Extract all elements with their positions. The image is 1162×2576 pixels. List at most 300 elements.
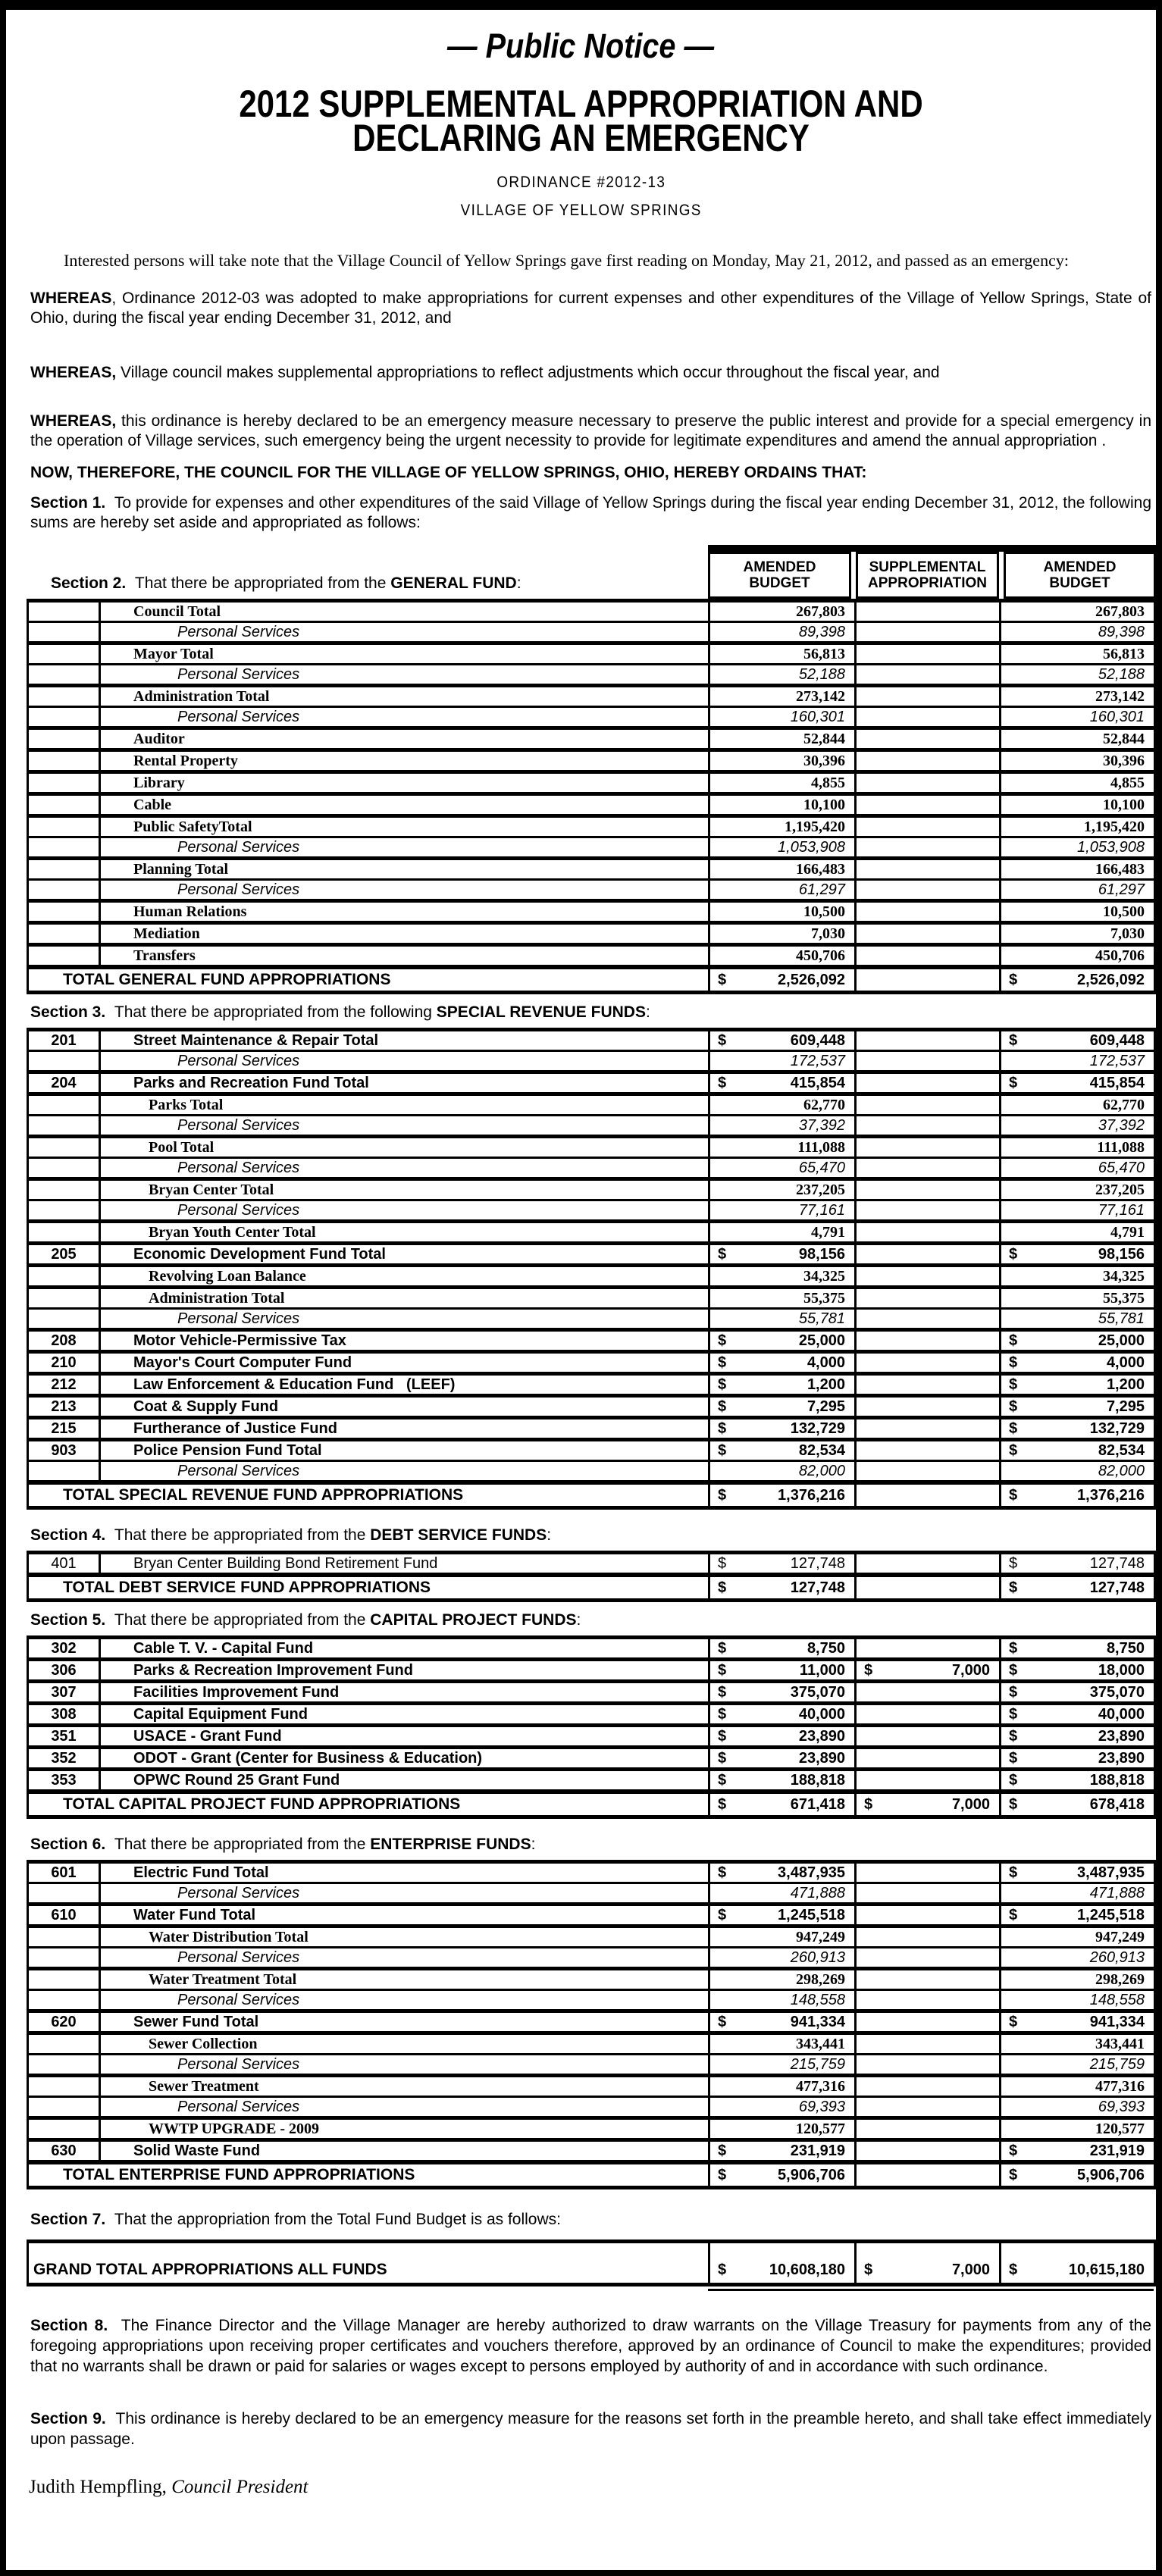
amended-budget-2-cell	[999, 1332, 1154, 1350]
amended-budget-2-cell	[999, 1181, 1154, 1199]
supplemental-appropriation-cell	[854, 1267, 999, 1285]
amended-budget-2-cell	[999, 903, 1154, 921]
dollar-sign: $	[718, 1684, 727, 1701]
supplemental-appropriation-cell	[854, 2055, 999, 2074]
amount-value: 3,487,935	[1077, 1864, 1145, 1881]
amount-value: 127,748	[790, 1555, 845, 1572]
dollar-sign: $	[718, 2142, 727, 2159]
dollar-sign: $	[1009, 1075, 1018, 1091]
row-label: Planning Total	[99, 860, 708, 878]
dollar-sign: $	[718, 1246, 727, 1263]
amended-budget-cell	[708, 838, 854, 856]
row-label: Human Relations	[99, 903, 708, 921]
dollar-sign: $	[718, 1442, 727, 1459]
amended-budget-cell	[708, 2142, 854, 2160]
amount-value: 375,070	[1089, 1684, 1145, 1701]
dollar-sign: $	[718, 1420, 727, 1437]
amended-budget-2-cell	[999, 881, 1154, 899]
fund-number	[29, 1289, 99, 1307]
amount-value: 343,441	[796, 2036, 845, 2052]
total-supplemental-cell	[854, 1577, 999, 1598]
supplemental-appropriation-cell	[854, 818, 999, 836]
supplemental-appropriation-cell	[854, 708, 999, 726]
supplemental-appropriation-cell	[854, 1031, 999, 1050]
row-label: Personal Services	[99, 881, 708, 899]
row-label: Parks Total	[99, 1096, 708, 1114]
amended-budget-cell	[708, 1661, 854, 1679]
row-label: Personal Services	[99, 2055, 708, 2074]
supplemental-appropriation-cell	[854, 2142, 999, 2160]
amount-value: 56,813	[1103, 646, 1145, 662]
table-row	[29, 1219, 1154, 1241]
supplemental-appropriation-cell	[854, 1310, 999, 1328]
column-headers	[708, 545, 1156, 599]
amended-budget-cell	[708, 796, 854, 814]
section-heading: Section 6. That there be appropriated from the ENTERPRISE FUNDS:	[30, 1836, 536, 1853]
table-row	[29, 603, 1154, 621]
row-label: Sewer Fund Total	[99, 2013, 708, 2031]
table-row	[29, 1946, 1154, 1967]
signatory-title: Council President	[171, 2477, 309, 2497]
whereas-2-label: WHEREAS,	[30, 364, 117, 381]
dollar-sign: $	[718, 2167, 727, 2183]
whereas-3-text: this ordinance is hereby declared to be an emergency measure necessary to preserve the public interest and provide for a special emergency in the operation of Village services, such emergency being the urgent necessity to provide for legitimate expenditures and amend the annual appropriation .	[30, 412, 1151, 449]
row-label: Mayor's Court Computer Fund	[99, 1354, 708, 1372]
section-heading: Section 5. That there be appropriated from the CAPITAL PROJECT FUNDS:	[30, 1611, 581, 1629]
amended-budget-2-cell	[999, 1419, 1154, 1438]
dollar-sign: $	[718, 1706, 727, 1723]
table-row	[29, 2031, 1154, 2053]
amount-value: 10,500	[803, 903, 845, 920]
amended-budget-cell	[708, 1970, 854, 1989]
section-heading: Section 4. That there be appropriated from the DEBT SERVICE FUNDS:	[30, 1526, 552, 1544]
amount-value: 4,000	[1106, 1354, 1145, 1371]
amount-value: 77,161	[1098, 1202, 1145, 1219]
amount-value: 10,615,180	[1068, 2261, 1145, 2278]
section-label: Section 2.	[51, 574, 127, 592]
row-label: Public SafetyTotal	[99, 818, 708, 836]
amount-value: 23,890	[798, 1750, 845, 1767]
table-row	[29, 1745, 1154, 1767]
row-label: Council Total	[99, 603, 708, 621]
supplemental-appropriation-cell	[854, 2035, 999, 2053]
amount-value: 609,448	[1089, 1032, 1145, 1049]
amount-value: 111,088	[1097, 1139, 1145, 1156]
table-total-row	[29, 965, 1154, 991]
table-row	[29, 1639, 1154, 1657]
amended-budget-2-cell	[999, 1771, 1154, 1789]
amount-value: 52,188	[798, 666, 845, 683]
amount-value: 55,781	[798, 1310, 845, 1327]
amended-budget-cell	[708, 687, 854, 706]
amended-budget-cell	[708, 1398, 854, 1416]
supplemental-appropriation-cell	[854, 1181, 999, 1199]
section-9-paragraph	[30, 2409, 1151, 2449]
amended-budget-2-cell	[999, 1864, 1154, 1882]
amended-budget-2-cell	[999, 1376, 1154, 1394]
total-amended-budget-2-cell	[999, 1485, 1154, 1506]
supplemental-appropriation-cell	[854, 1705, 999, 1723]
table-row	[29, 2009, 1154, 2031]
fund-number: 210	[51, 1354, 77, 1371]
amount-value: 166,483	[796, 861, 845, 878]
ordinance-number-text: ORDINANCE #2012-13	[496, 174, 666, 191]
amended-budget-2-cell	[999, 1727, 1154, 1745]
table-row	[29, 1050, 1154, 1070]
section-fund-category: GENERAL FUND	[390, 574, 517, 592]
amended-budget-2-cell	[999, 1138, 1154, 1157]
row-label: USACE - Grant Fund	[99, 1727, 708, 1745]
fund-number	[29, 818, 99, 836]
fund-number	[29, 796, 99, 814]
supplemental-appropriation-cell	[854, 947, 999, 965]
amount-value: 1,200	[1106, 1376, 1145, 1393]
amount-value: 273,142	[1095, 688, 1145, 705]
amended-budget-2-cell	[999, 623, 1154, 641]
row-label: Personal Services	[99, 708, 708, 726]
whereas-1-text: , Ordinance 2012-03 was adopted to make appropriations for current expenses and other expenditures of the Village of Yellow Springs, State of Ohio, during the fiscal year ending December 31, 2012, and	[30, 290, 1151, 327]
dollar-sign: $	[1009, 1772, 1018, 1789]
dollar-sign: $	[718, 972, 727, 988]
total-label: TOTAL DEBT SERVICE FUND APPROPRIATIONS	[63, 1579, 431, 1596]
fund-number	[29, 752, 99, 770]
amended-budget-cell	[708, 1419, 854, 1438]
amended-budget-cell	[708, 1245, 854, 1263]
intro-paragraph: Interested persons will take note that the Village Council of Yellow Springs gave first reading on Monday, May 21, 2012, and passed as an emergency:	[64, 251, 1069, 270]
amended-budget-cell	[708, 1928, 854, 1946]
fund-number	[29, 1267, 99, 1285]
table-row	[29, 921, 1154, 943]
total-amended-budget-2-cell	[999, 1577, 1154, 1598]
dollar-sign: $	[718, 1640, 727, 1657]
section-1-label: Section 1.	[30, 494, 106, 512]
table-row	[29, 1307, 1154, 1328]
amount-value: 61,297	[1098, 881, 1145, 898]
row-label: Facilities Improvement Fund	[99, 1683, 708, 1701]
amount-value: 231,919	[790, 2142, 845, 2159]
table-row	[29, 1701, 1154, 1723]
row-label: Mediation	[99, 925, 708, 943]
dollar-sign: $	[1009, 2167, 1018, 2183]
amount-value: 1,195,420	[1084, 818, 1145, 835]
grand-total-box	[27, 2240, 1156, 2286]
dollar-sign: $	[1009, 1728, 1018, 1745]
fund-number: 401	[51, 1555, 77, 1572]
appropriation-table	[27, 1551, 1156, 1602]
page-title	[6, 83, 1156, 159]
amount-value: 69,393	[1098, 2099, 1145, 2115]
supplemental-appropriation-cell	[854, 1245, 999, 1263]
fund-number	[29, 623, 99, 641]
section-fund-category: DEBT SERVICE FUNDS	[370, 1526, 547, 1544]
amended-budget-2-cell	[999, 645, 1154, 663]
amount-value: 1,376,216	[1077, 1487, 1145, 1504]
table-row	[29, 1438, 1154, 1460]
supplemental-appropriation-cell	[854, 1727, 999, 1745]
appropriation-table	[27, 599, 1156, 994]
total-label: TOTAL GENERAL FUND APPROPRIATIONS	[63, 971, 391, 988]
total-amended-budget-cell	[708, 1485, 854, 1506]
appropriation-table	[27, 1860, 1156, 2189]
row-label: Parks & Recreation Improvement Fund	[99, 1661, 708, 1679]
section-heading: Section 3. That there be appropriated from the following SPECIAL REVENUE FUNDS:	[30, 1003, 650, 1021]
amount-value: 4,000	[807, 1354, 845, 1371]
header-top-bar	[708, 545, 1156, 552]
fund-number: 353	[51, 1772, 77, 1789]
amount-value: 37,392	[1098, 1117, 1145, 1134]
amount-value: 3,487,935	[778, 1864, 845, 1881]
row-label: Personal Services	[99, 1159, 708, 1177]
amount-value: 69,393	[798, 2099, 845, 2115]
amount-value: 160,301	[1089, 709, 1145, 725]
total-amended-budget-2-cell	[999, 2164, 1154, 2186]
amount-value: 1,200	[807, 1376, 845, 1393]
amended-budget-2-cell	[999, 1906, 1154, 1924]
amended-budget-2-cell	[999, 1223, 1154, 1241]
amended-budget-cell	[708, 925, 854, 943]
amended-budget-cell	[708, 1031, 854, 1050]
amount-value: 111,088	[797, 1139, 845, 1156]
table-total-row	[29, 1573, 1154, 1598]
fund-number	[29, 1159, 99, 1177]
dollar-sign: $	[864, 1662, 873, 1679]
appropriation-table	[27, 1028, 1156, 1510]
amended-budget-cell	[708, 1116, 854, 1135]
supplemental-appropriation-cell	[854, 1223, 999, 1241]
amount-value: 23,890	[1098, 1750, 1145, 1767]
title-line-1: 2012 SUPPLEMENTAL APPROPRIATION AND	[239, 83, 923, 125]
amount-value: 947,249	[796, 1929, 845, 1945]
fund-number: 205	[51, 1246, 77, 1263]
dollar-sign: $	[718, 1555, 727, 1572]
amount-value: 23,890	[798, 1728, 845, 1745]
fund-number	[29, 1201, 99, 1219]
supplemental-appropriation-cell	[854, 860, 999, 878]
table-row	[29, 748, 1154, 770]
table-row	[29, 2116, 1154, 2138]
amended-budget-cell	[708, 1884, 854, 1902]
total-supplemental-cell	[854, 1794, 999, 1815]
supplemental-appropriation-cell	[854, 2077, 999, 2096]
amended-budget-2-cell	[999, 1441, 1154, 1460]
amended-budget-2-cell	[999, 2035, 1154, 2053]
row-label: Cable	[99, 796, 708, 814]
fund-number	[29, 730, 99, 748]
supplemental-appropriation-cell	[854, 881, 999, 899]
total-supplemental-cell	[854, 969, 999, 991]
dollar-sign: $	[1009, 1420, 1018, 1437]
table-row	[29, 1554, 1154, 1573]
table-row	[29, 1285, 1154, 1307]
fund-number: 351	[51, 1728, 77, 1745]
row-label: Water Distribution Total	[99, 1928, 708, 1946]
village-name	[6, 202, 1156, 220]
table-row	[29, 1416, 1154, 1438]
amount-value: 127,748	[790, 1579, 845, 1596]
amended-budget-cell	[708, 881, 854, 899]
supplemental-appropriation-cell	[854, 796, 999, 814]
table-row	[29, 1767, 1154, 1789]
amended-budget-cell	[708, 1074, 854, 1092]
whereas-3-label: WHEREAS,	[30, 412, 117, 430]
row-label: Solid Waste Fund	[99, 2142, 708, 2160]
amount-value: 4,791	[1110, 1224, 1145, 1241]
amended-budget-cell	[708, 1289, 854, 1307]
dollar-sign: $	[718, 1750, 727, 1767]
amount-value: 172,537	[1089, 1053, 1145, 1069]
total-amended-budget-2-cell	[999, 1794, 1154, 1815]
row-label: Street Maintenance & Repair Total	[99, 1031, 708, 1050]
amended-budget-2-cell	[999, 1052, 1154, 1070]
amended-budget-2-cell	[999, 1398, 1154, 1416]
whereas-1-label: WHEREAS	[30, 290, 112, 307]
amended-budget-cell	[708, 2077, 854, 2096]
table-row	[29, 1882, 1154, 1902]
row-label: Personal Services	[99, 1462, 708, 1480]
amount-value: 7,030	[1110, 925, 1145, 942]
table-row	[29, 1372, 1154, 1394]
amended-budget-cell	[708, 1639, 854, 1657]
supplemental-appropriation-cell	[854, 1639, 999, 1657]
amount-value: 8,750	[807, 1640, 845, 1657]
amount-value: 55,375	[803, 1290, 845, 1307]
table-row	[29, 1263, 1154, 1285]
amount-value: 30,396	[1103, 753, 1145, 769]
amended-budget-2-cell	[999, 818, 1154, 836]
amended-budget-2-cell	[999, 2013, 1154, 2031]
amount-value: 10,500	[1103, 903, 1145, 920]
amount-value: 260,913	[790, 1949, 845, 1966]
row-label: Mayor Total	[99, 645, 708, 663]
row-label: Administration Total	[99, 1289, 708, 1307]
amended-budget-2-cell	[999, 1554, 1154, 1573]
table-row	[29, 1989, 1154, 2009]
amended-budget-2-cell	[999, 2120, 1154, 2138]
amended-budget-cell	[708, 860, 854, 878]
amended-budget-cell	[708, 752, 854, 770]
amount-value: 678,418	[1089, 1796, 1145, 1813]
fund-number	[29, 603, 99, 621]
amount-value: 5,906,706	[778, 2167, 845, 2183]
amount-value: 11,000	[799, 1662, 845, 1679]
amended-budget-2-cell	[999, 838, 1154, 856]
supplemental-appropriation-cell	[854, 2013, 999, 2031]
dollar-sign: $	[864, 2261, 873, 2278]
amended-budget-2-cell	[999, 925, 1154, 943]
total-supplemental-cell	[854, 2164, 999, 2186]
supplemental-appropriation-cell	[854, 2120, 999, 2138]
row-label: Transfers	[99, 947, 708, 965]
supplemental-appropriation-cell	[854, 1462, 999, 1480]
amended-budget-2-cell	[999, 708, 1154, 726]
dollar-sign: $	[1009, 1864, 1018, 1881]
fund-number	[29, 645, 99, 663]
row-label: Personal Services	[99, 623, 708, 641]
amount-value: 148,558	[1089, 1992, 1145, 2008]
table-row	[29, 814, 1154, 836]
amount-value: 450,706	[1095, 947, 1145, 964]
section-8-label: Section 8.	[30, 2317, 108, 2334]
amended-budget-2-cell	[999, 1245, 1154, 1263]
dollar-sign: $	[718, 1728, 727, 1745]
supplemental-appropriation-cell	[854, 774, 999, 792]
amended-budget-cell	[708, 1052, 854, 1070]
row-label: Bryan Youth Center Total	[99, 1223, 708, 1241]
supplemental-appropriation-cell	[854, 1398, 999, 1416]
table-row	[29, 2074, 1154, 2096]
supplemental-appropriation-cell	[854, 838, 999, 856]
section-8-paragraph	[30, 2315, 1151, 2377]
title-line-2: DECLARING AN EMERGENCY	[352, 117, 810, 159]
amended-budget-cell	[708, 1948, 854, 1967]
amended-budget-2-cell	[999, 730, 1154, 748]
supplemental-appropriation-cell	[854, 1052, 999, 1070]
amount-value: 298,269	[796, 1971, 845, 1988]
row-label: Cable T. V. - Capital Fund	[99, 1639, 708, 1657]
supplemental-appropriation-cell	[854, 1683, 999, 1701]
dollar-sign: $	[1009, 1354, 1018, 1371]
amount-value: 267,803	[1095, 603, 1145, 620]
fund-number	[29, 1970, 99, 1989]
ordinance-number	[6, 174, 1156, 192]
table-row	[29, 1394, 1154, 1416]
section-label: Section 3.	[30, 1003, 106, 1021]
amended-budget-cell	[708, 623, 854, 641]
amended-budget-cell	[708, 1267, 854, 1285]
table-row	[29, 641, 1154, 663]
supplemental-appropriation-cell	[854, 1376, 999, 1394]
banner	[6, 27, 1156, 66]
section-8-text: The Finance Director and the Village Manager are hereby authorized to draw warrants on the Village Treasury for payments from any of the foregoing appropriations upon receiving proper certificates and vouchers therefore, approved by an ordinance of Council to make the expenditures; provided that no warrants shall be drawn or paid for salaries or wages except to persons employed by authority of and in accordance with such ordinance.	[30, 2317, 1151, 2375]
amended-budget-cell	[708, 645, 854, 663]
amended-budget-cell	[708, 2035, 854, 2053]
amended-budget-cell	[708, 947, 854, 965]
amount-value: 415,854	[790, 1075, 845, 1091]
fund-number	[29, 1223, 99, 1241]
amended-budget-2-cell	[999, 1683, 1154, 1701]
dollar-sign: $	[1009, 1487, 1018, 1504]
column-header: AMENDED BUDGET	[708, 552, 851, 599]
fund-number	[29, 1138, 99, 1157]
table-row	[29, 899, 1154, 921]
fund-number	[29, 947, 99, 965]
amended-budget-cell	[708, 1441, 854, 1460]
amended-budget-cell	[708, 730, 854, 748]
amended-budget-cell	[708, 2120, 854, 2138]
column-header: AMENDED BUDGET	[1004, 552, 1156, 599]
amount-value: 127,748	[1089, 1579, 1145, 1596]
dollar-sign: $	[718, 1398, 727, 1415]
dollar-sign: $	[718, 1354, 727, 1371]
amount-value: 343,441	[1095, 2036, 1145, 2052]
amended-budget-2-cell	[999, 2098, 1154, 2116]
amount-value: 237,205	[1095, 1182, 1145, 1198]
amount-value: 471,888	[1089, 1885, 1145, 1901]
amended-budget-cell	[708, 1159, 854, 1177]
dollar-sign: $	[718, 1376, 727, 1393]
amended-budget-2-cell	[999, 947, 1154, 965]
amount-value: 89,398	[798, 624, 845, 640]
total-amended-budget-cell	[708, 969, 854, 991]
section-heading: Section 7. That the appropriation from the Total Fund Budget is as follows:	[30, 2211, 561, 2228]
supplemental-appropriation-cell	[854, 1074, 999, 1092]
supplemental-appropriation-cell	[854, 1661, 999, 1679]
fund-number: 620	[51, 2014, 77, 2030]
amount-value: 1,053,908	[1077, 839, 1145, 856]
total-amended-budget-cell	[708, 1577, 854, 1598]
amount-value: 188,818	[1089, 1772, 1145, 1789]
table-row	[29, 770, 1154, 792]
